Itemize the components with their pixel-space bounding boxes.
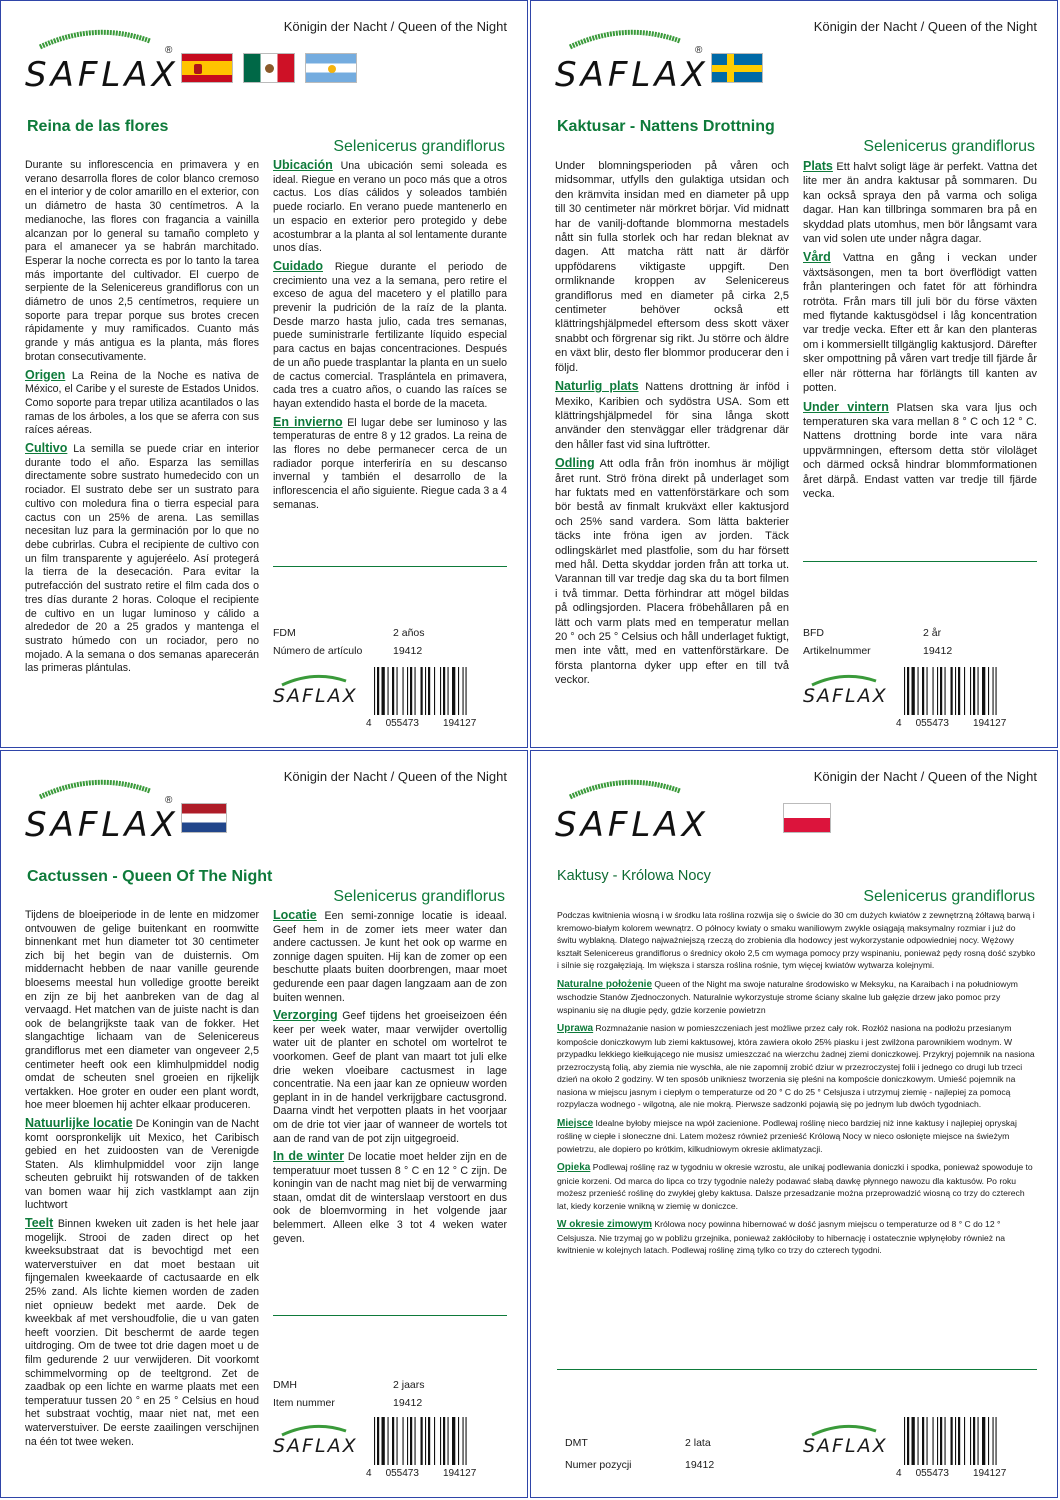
info-value: 19412 — [685, 1459, 715, 1471]
column-left — [25, 159, 259, 680]
barcode-bar — [940, 1417, 942, 1465]
section-text: El lugar debe ser luminoso y las temperaturas de entre 8 y 12 grados. La reina de las flores no debe permanecer cerca de un radiador porque interferiría en su descanso invernal y también el desarrollo de la inflorescencia el año siguiente. Riegue cada 3 a 4 semanas. — [273, 416, 507, 511]
panel-spanish — [0, 0, 528, 748]
barcode-bar — [940, 667, 942, 715]
info-label: FDM — [273, 627, 296, 639]
panel-title: Kaktusy - Królowa Nocy — [557, 868, 711, 884]
barcode-bar — [970, 667, 971, 715]
barcode-bar — [907, 667, 909, 715]
scientific-name: Selenicerus grandiflorus — [863, 138, 1035, 155]
barcode-bar — [970, 1417, 971, 1465]
info-table — [273, 627, 507, 663]
barcode-bar — [382, 667, 385, 715]
section-heading: En invierno — [273, 414, 343, 429]
barcode-bar — [392, 667, 394, 715]
barcode-bar — [443, 1417, 445, 1465]
section-text: Una ubicación semi soleada es ideal. Riegue en verano un poco más que a otros cactus. Los días cálidos y soleados también puede rociarlo. En verano puede mantenerlo en un espacio en exterior pero protegido y debe acostumbrar a la planta al sol lentamente durante unos días. — [273, 160, 507, 255]
barcode-bar — [466, 1417, 467, 1465]
section-heading: Teelt — [25, 1216, 54, 1231]
section-heading: Plats — [803, 159, 833, 173]
divider — [273, 1315, 507, 1316]
panel-polish — [530, 750, 1058, 1498]
barcode-bar — [443, 667, 445, 715]
section-heading: Miejsce — [557, 1117, 594, 1129]
section-text: Vattna en gång i veckan under växtsäsongen, men ta bort överflödigt vatten från planteringen och fatet för att förhindra rotröta. Från mars till juli bör du förse växten med flytande kaktusgödsel i låg koncentration var tredje vecka. Efter ett år kan den planteras om i kommersiellt tillgänglig kaktusjord. Därefter sker ompottning på våren vart tredje till fjärde år eller när rötterna har förlängts till kanten av potten. — [803, 252, 1037, 395]
barcode-bar — [958, 667, 960, 715]
barcode-bar — [428, 667, 430, 715]
section-text: Queen of the Night ma swoje naturalne środowisko w Meksyku, na Karaibach i na południowym wschodzie Stanów Zjednoczonych. Naturalnie wykorzystuje strome ściany skalne lub gałęzie drzew jako pomoc przy wspinaniu się na długie pędy, gdzie korzenie powietrzn — [557, 978, 1018, 1015]
scientific-name: Selenicerus grandiflorus — [863, 888, 1035, 905]
section-heading: Verzorging — [273, 1008, 338, 1023]
barcode-bar — [978, 667, 979, 715]
barcode-bar — [397, 1417, 398, 1465]
info-label: DMH — [273, 1379, 297, 1391]
barcode-bar — [434, 1417, 435, 1465]
barcode-bar — [448, 667, 449, 715]
barcode-bar — [996, 1417, 997, 1465]
barcode-bar — [951, 667, 953, 715]
barcode-bar — [918, 1417, 919, 1465]
flags — [181, 53, 357, 83]
barcode-bars — [374, 1417, 504, 1465]
barcode-bar — [993, 667, 994, 715]
section-heading: Cultivo — [25, 441, 68, 456]
barcode-bar — [973, 667, 975, 715]
barcode-bar — [904, 1417, 905, 1465]
section-heading: Naturlig plats — [555, 379, 639, 394]
saflax-small-logo: SAFLAX — [803, 1423, 903, 1463]
info-value: 19412 — [393, 645, 423, 657]
barcode-bar — [388, 1417, 389, 1465]
barcode-bar — [964, 667, 965, 715]
saflax-small-logo: SAFLAX — [273, 1423, 373, 1463]
barcode-bar — [463, 667, 464, 715]
column-right — [273, 909, 507, 1250]
section-text: De Koningin van de Nacht komt oorspronkelijk uit Mexico, het Caribisch gebied en het zuidoosten van de Verenigde Staten. Als klimhulpmiddel voor zijn lange scheuten gebruikt hij rotswanden of de takken van bomen waar hij zich vastklampt aan zijn luchtwort — [25, 1117, 259, 1212]
section-heading: Uprawa — [557, 1023, 594, 1034]
section-text: Rozmnażanie nasion w pomieszczeniach jest możliwe przez cały rok. Rozłóż nasiona na podłożu przesianym kompoście doniczkowym lub ziemi kaktusowej, która zawiera około 25% piasku i jest zwilżona parownikiem wodnym. W przypadku lekkiego kiełkującego nie musisz umieszczać na wierzchu żadnej ziemi doniczkowej. Przykryj pojemnik na nasiona przezroczystą folią, aby ziemia nie wyschła, ale nie zapomnij zrobić dziur w przezroczystej folii i jednego co drugi lub trzeci dzień na około 2 godziny. W ten sposób unikniesz tworzenia się pleśni na kompoście doniczkowym. Umieść pojemnik na nasiona w miejscu jasnym i ciepłym o temperaturze od 20 ° C do 25 ° Celsjusza i utrzymuj ziemię - najlepiej za pomocą rozpylacza wodnego - wilgotną, ale nie mokrą. Pierwsze sadzonki pojawią się po jednym lub dwóch tygodniach. — [557, 1023, 1035, 1109]
divider — [557, 1369, 1037, 1370]
barcode-bar — [945, 1417, 946, 1465]
section-heading: W okresie zimowym — [557, 1219, 653, 1230]
barcode-bar — [907, 1417, 909, 1465]
barcode-bars — [904, 1417, 1034, 1465]
info-value: 19412 — [393, 1397, 423, 1409]
barcode-bar — [458, 667, 459, 715]
barcode-bar — [988, 1417, 989, 1465]
barcode-bar — [463, 1417, 464, 1465]
barcode-bar — [927, 667, 928, 715]
flags — [783, 803, 831, 833]
divider — [273, 566, 507, 567]
section-text: La Reina de la Noche es nativa de México, el Caribe y el sureste de Estados Unidos. Como soporte para trepar utiliza acantilados o las ramas de los árboles, a los que se aferra con sus raíces aéreas. — [25, 369, 259, 437]
barcode-bar — [933, 667, 934, 715]
column-left — [555, 159, 789, 692]
section-heading: Natuurlijke locatie — [25, 1115, 133, 1130]
barcode-bar — [937, 667, 938, 715]
section-heading: Locatie — [273, 908, 317, 922]
barcode-bar — [988, 667, 989, 715]
intro-text: Durante su inflorescencia en primavera y en verano desarrolla flores de color blanco cremoso en el interior y de color amarillo en el exterior, con un diámetro de hasta 30 centímetros. A la medianoche, las flores con fragancia a vainilla alcanzan por lo general su tamaño completo y para el amanecer ya se habrán marchitado. Esperar la noche correcta es por lo tanto la tarea más importante del cultivador. El cuerpo de serpiente de la Selenicereus grandiflorus con un diámetro de unos 2,5 centímetros, requiere un soporte para trepar porque sus brotes crecen rápidamente y muy ramificados. Cuanto más grande y más antigua es la planta, más flores brotan consecutivamente. — [25, 159, 259, 363]
header-text: Königin der Nacht / Queen of the Night — [283, 19, 507, 34]
saflax-small-logo: SAFLAX — [273, 673, 373, 713]
barcode-bars — [904, 667, 1034, 715]
barcode-bar — [377, 1417, 379, 1465]
barcode: 4 055473 194127 — [366, 1417, 508, 1479]
info-value: 19412 — [923, 645, 953, 657]
section-heading: Origen — [25, 367, 66, 382]
info-label: Numer pozycji — [565, 1459, 632, 1471]
section-heading: Odling — [555, 456, 595, 471]
intro-text: Under blomningsperioden på våren och midsommar, utfylls den gulaktiga utsidan och den krämvita insidan med en diameter på upp till 30 centimeter när mörkret börjar. Vid midnatt har de vanilj-doftande blommorna mestadels nått sin fulla storlek och har redan bleknat av dagen. Att matcha rätt natt är därför uppfödarens viktigaste uppgift. Den ormliknande kroppen av Selenicereus grandiflorus med en diameter på cirka 2,5 centimeter behöver också ett klättringshjälpmedel eftersom dess skott växer snabbt och förgrenar sig rikt. Ju större och äldre en växt blir, desto fler blommor producerar den i följd. — [555, 160, 789, 374]
barcode-bar — [425, 1417, 426, 1465]
section-text: Att odla från frön inomhus är möjligt året runt. Strö fröna direkt på underlaget som har fuktats med en vattenförstärkare och som bör bestå av finmalt krukväxt eller kaktusjord och 25% sand vardera. Som lätta bakterier täcks inte fröna igen av jorden. Täck odlingskärlet med plastfolie, som du har försett med hål. Detta skyddar jorden från att torka ut. Varannan till var tredje dag ska du ta bort filmen i två timmar. Detta förhindrar att mögel bildas på odlingsjorden. Placera fröbehållaren på en lätt och varm plats med en temperatur mellan 20 ° och 25 ° Celsius och håll underlaget fuktigt, men inte vått, med en vattenförstärkare. De första plantorna dyker upp efter en till två veckor. — [555, 458, 790, 687]
column-left — [25, 909, 259, 1453]
section-text: Geef tijdens het groeiseizoen één keer per week water, maar verwijder overtollig water uit de planter en schotel om wortelrot te voorkomen. Geef de plant van maart tot juli elke drie weken vloeibare cactusmest in lage concentratie. Na een jaar kan ze opnieuw worden geplant in in de handel verkrijgbare cactusgrond. Daarna vindt het verpotten plaats in het voorjaar om de drie tot vier jaar of wanneer de wortels tot aan de rand van de pot zijn uitgegroeid. — [273, 1010, 507, 1145]
barcode-bar — [982, 667, 985, 715]
section-text: Ett halvt soligt läge är perfekt. Vattna det lite mer än andra kaktusar på sommaren. Du kan också spraya den på varma och soliga dagar. Han kan tillbringa sommaren bra på en skyddad plats utomhus, men bör långsamt vara van vid solen ute under några dagar. — [803, 161, 1037, 246]
barcode-bar — [996, 667, 997, 715]
barcode-bar — [388, 667, 389, 715]
barcode-bar — [440, 667, 441, 715]
section-text: Riegue durante el periodo de crecimiento una vez a la semana, pero retire el exceso de agua del macetero y el platillo para prevenir la pudrición de la raíz de la planta. Desde marzo hasta julio, cada tres semanas, puede suministrarle fertilizante líquido especial para cactus en bajas concentraciones. Después de un año puede trasplantar la planta en un suelo de cactus comercial. Trasplántela en primavera, cada tres a cuatro años, o cuando las raíces se hayan extendido hasta el borde de la maceta. — [273, 260, 507, 410]
section-heading: Under vintern — [803, 399, 889, 414]
barcode-bar — [421, 667, 423, 715]
barcode-bar — [904, 667, 905, 715]
column-right — [803, 159, 1037, 505]
header-text: Königin der Nacht / Queen of the Night — [813, 769, 1037, 784]
section-heading: Opieka — [557, 1162, 591, 1173]
barcode-bar — [937, 1417, 938, 1465]
barcode-bar — [964, 1417, 965, 1465]
info-value: 2 jaars — [393, 1379, 425, 1391]
saflax-logo: SAFLAX ® — [25, 777, 175, 845]
panel-dutch — [0, 750, 528, 1498]
barcode-bar — [973, 1417, 975, 1465]
barcode-bar — [374, 1417, 375, 1465]
barcode-bar — [410, 667, 412, 715]
barcode: 4 055473 194127 — [366, 667, 508, 729]
info-label: Artikelnummer — [803, 645, 871, 657]
info-label: Item nummer — [273, 1397, 335, 1409]
barcode-bars — [374, 667, 504, 715]
saflax-logo: SAFLAX — [555, 777, 705, 845]
barcode-bar — [415, 667, 416, 715]
section-text: Idealne byłoby miejsce na wpół zacienione. Podlewaj roślinę nieco bardziej niż inne kaktusy i najlepiej opryskaj roślinę w ciepłe i słoneczne dni. Latem możesz również przenieść Królową Nocy w nieco osłonięte miejsce na świeżym powietrzu, ale dopiero po krótkim, kilkudniowym okresie aklimatyzacji. — [557, 1117, 1017, 1154]
section-heading: Vård — [803, 250, 831, 265]
barcode-bar — [407, 667, 408, 715]
section-text: Nattens drottning är inföd i Mexiko, Karibien och sydöstra USA. Som ett klättringshjälpmedel för sina långa skott använder den stenväggar eller trädgrenar där den håller fast vid sina luftrötter. — [555, 381, 789, 451]
section-heading: Cuidado — [273, 258, 323, 273]
barcode-bar — [958, 1417, 960, 1465]
barcode-bar — [374, 667, 375, 715]
saflax-logo: SAFLAX ® — [25, 27, 175, 95]
barcode-bar — [918, 667, 919, 715]
section-text: De locatie moet helder zijn en de temperatuur moet tussen 8 ° C en 12 ° C zijn. De koningin van de nacht mag niet bij de verwarming staan, omdat dit de winterslaap verstoort en dus ook de bloemvorming in het volgende jaar belemmert. Alleen elke 3 tot 4 weken water geven. — [273, 1151, 507, 1245]
info-value: 2 años — [393, 627, 425, 639]
barcode-bar — [428, 1417, 430, 1465]
saflax-small-logo: SAFLAX — [803, 673, 903, 713]
barcode-bar — [377, 667, 379, 715]
scientific-name: Selenicerus grandiflorus — [333, 138, 505, 155]
barcode-bar — [922, 667, 924, 715]
barcode-bar — [421, 1417, 423, 1465]
barcode: 4 055473 194127 — [896, 667, 1038, 729]
barcode-bar — [912, 1417, 915, 1465]
info-table — [273, 1379, 507, 1415]
barcode-bar — [452, 1417, 455, 1465]
section-text: Binnen kweken uit zaden is het hele jaar mogelijk. Strooi de zaden direct op het kweeksubstraat dat is bevochtigd met een waterverstuiver en dat moet bestaan uit fijngemalen kweekaarde of cactusaarde en elk 25% zand. Als lichte kiemen worden de zaden niet opnieuw bedekt met aarde. Dek de kweekbak af met vershoudfolie, die u van gaten heeft voorzien. Dit beschermt de aarde tegen uitdroging. Om de twee tot drie dagen moet u de film gedurende 2 uur verwijderen. Dit voorkomt schimmelvorming op de teeltgrond. Zet de zaadbak op een lichte en warme plaats met een temperatuur tussen 20 ° en 25 ° Celsius en houd het substraat vochtig, maar niet nat, met een waterverstuiver. De eerste zaailingen verschijnen na één tot twee weken. — [25, 1218, 259, 1448]
info-label: DMT — [565, 1437, 588, 1449]
barcode-bar — [440, 1417, 441, 1465]
header-text: Königin der Nacht / Queen of the Night — [283, 769, 507, 784]
argentina-flag — [305, 53, 357, 83]
info-value: 2 år — [923, 627, 942, 639]
info-table — [803, 627, 1037, 663]
section-heading: Ubicación — [273, 158, 333, 172]
spain-flag — [181, 53, 233, 83]
scientific-name: Selenicerus grandiflorus — [333, 888, 505, 905]
barcode-bar — [951, 1417, 953, 1465]
section-text: Podlewaj roślinę raz w tygodniu w okresie wzrostu, ale unikaj podlewania doniczki i spodka, ponieważ spowoduje to gnicie korzeni. Od marca do lipca co trzy tygodnie należy podawać słabą dawkę płynnego nawozu dla kaktusów. Po roku możesz przenieść roślinę do zwykłej gleby kaktusa. Dalsze przesadzanie można przeprowadzić wiosną co trzy do czterech lat, kiedy korzenie wnikną w ziemię w doniczce. — [557, 1162, 1033, 1211]
barcode-bar — [392, 1417, 394, 1465]
intro-text: Tijdens de bloeiperiode in de lente en midzomer ontvouwen de gelige buitenkant en roomwitte binnenkant met hun diameter tot 30 centimeter zich bij het begin van de duisternis. Om middernacht hebben de naar vanille geurende bloesems meestal hun volledige grootte bereikt en zijn ze bij het aanbreken van de dag al vervaagd. Het matchen van de juiste nacht is dan ook de belangrijkste taak van de fokker. Het slangachtige lichaam van de Selenicereus grandiflorus met een diameter van ongeveer 2,5 centimeter heeft ook een klimhulpmiddel nodig omdat de scheuten snel groeien en rijkelijk vertakken. Hoe groter en ouder een plant wordt, hoe meer bloemen hij achter elkaar produceren. — [25, 909, 259, 1112]
barcode-bar — [415, 1417, 416, 1465]
panel-swedish — [530, 0, 1058, 748]
barcode-bar — [978, 1417, 979, 1465]
section-text: Een semi-zonnige locatie is ideaal. Geef hem in de zomer iets meer water dan andere cactussen. Je kunt het ook op warme en zonnige dagen spuiten. Hij kan de zomer op een beschutte plaats buiten doorbrengen, maar moet gedurende een paar dagen langzaam aan de zon buiten wennen. — [273, 910, 507, 1004]
barcode-bar — [982, 1417, 985, 1465]
info-table — [565, 1437, 765, 1477]
barcode-bar — [403, 1417, 404, 1465]
barcode-bar — [458, 1417, 459, 1465]
section-text: Królowa nocy powinna hibernować w dość jasnym miejscu o temperaturze od 8 ° C do 12 ° Celsjusza. Nie trzymaj go w pobliżu grzejnika, ponieważ zakłóciłoby to hibernację i ostatecznie wpłynęłoby również na kwitnienie w kolejnych latach. Podlewaj roślinę zimą tylko co trzy do czterech tygodni. — [557, 1219, 1006, 1255]
panel-title: Reina de las flores — [27, 118, 169, 135]
info-label: Número de artículo — [273, 645, 363, 657]
intro-text: Podczas kwitnienia wiosną i w środku lata roślina rozwija się o świcie do 30 cm dużych kwiatów z zewnętrzną żółtawą barwą i kremowo-białym kolorem wewnątrz. O północy kwiaty o smaku waniliowym zwykle osiągają maksymalny rozmiar i już do świtu wyblakną. Dlatego najważniejszą rzeczą do zrobienia dla hodowcy jest wykorzystanie odpowiedniej nocy. Wężowy kształt Selenicereus grandiflorus o średnicy około 2,5 cm wymaga pomocy przy wspinaniu, ponieważ pędy rosną dość szybko i silnie się rozgałęziają. Im większa i starsza roślina rośnie, tym więcej kwiatów wytwarza kolejnymi. — [557, 910, 1036, 970]
section-heading: In de winter — [273, 1149, 345, 1164]
column-right — [273, 159, 507, 517]
sweden-flag — [711, 53, 763, 83]
barcode-bar — [425, 667, 426, 715]
barcode-bar — [382, 1417, 385, 1465]
panel-title: Cactussen - Queen Of The Night — [27, 868, 273, 885]
body-text — [557, 909, 1037, 1263]
barcode-bar — [466, 667, 467, 715]
barcode-bar — [410, 1417, 412, 1465]
barcode-bar — [945, 667, 946, 715]
barcode-bar — [927, 1417, 928, 1465]
barcode-bar — [955, 667, 956, 715]
poland-flag — [783, 803, 831, 833]
barcode-bar — [403, 667, 404, 715]
barcode: 4 055473 194127 — [896, 1417, 1038, 1479]
barcode-bar — [955, 1417, 956, 1465]
barcode-bar — [407, 1417, 408, 1465]
flags — [181, 803, 227, 833]
divider — [803, 561, 1037, 562]
netherlands-flag — [181, 803, 227, 833]
barcode-bar — [434, 667, 435, 715]
flags — [711, 53, 763, 83]
header-text: Königin der Nacht / Queen of the Night — [813, 19, 1037, 34]
barcode-bar — [912, 667, 915, 715]
section-heading: Naturalne położenie — [557, 978, 653, 990]
barcode-bar — [933, 1417, 934, 1465]
barcode-bar — [922, 1417, 924, 1465]
section-text: La semilla se puede criar en interior durante todo el año. Esparza las semillas directamente sobre sustrato humedecido con un rociador. El sustrato debe ser un sustrato para cultivo con moledura fina o tierra especial para cactus con un 25% de arena. Las semillas necesitan luz para la germinación por lo que no debe cubrirlas. Cubra el recipiente de cultivo con un film transparente y agujeréelo. Así protegerá la tierra de la desecación. Para evitar la putrefacción del sustrato retire el film cada dos o tres días durante 2 horas. Coloque el recipiente de cultivo en un lugar luminoso y cálido a alrededor de 20 a 25 grados y mantenga el sustrato húmedo con un rociador, pero no mojado. A la semana o dos semanas aparecerán las primeras plántulas. — [25, 443, 259, 675]
barcode-bar — [993, 1417, 994, 1465]
section-text: Platsen ska vara ljus och temperaturen ska vara mellan 8 ° C och 12 ° C. Nattens drottning borde inte vara nära uppvärmningen, eftersom detta stör viloläget och därmed också hindrar blommformationen året därpå. Endast vatten var tredje till fjärde vecka. — [803, 401, 1038, 500]
info-label: BFD — [803, 627, 824, 639]
barcode-bar — [448, 1417, 449, 1465]
panel-title: Kaktusar - Nattens Drottning — [557, 118, 775, 135]
mexico-flag — [243, 53, 295, 83]
barcode-bar — [452, 667, 455, 715]
info-value: 2 lata — [685, 1437, 711, 1449]
barcode-bar — [397, 667, 398, 715]
saflax-logo: SAFLAX ® — [555, 27, 705, 95]
